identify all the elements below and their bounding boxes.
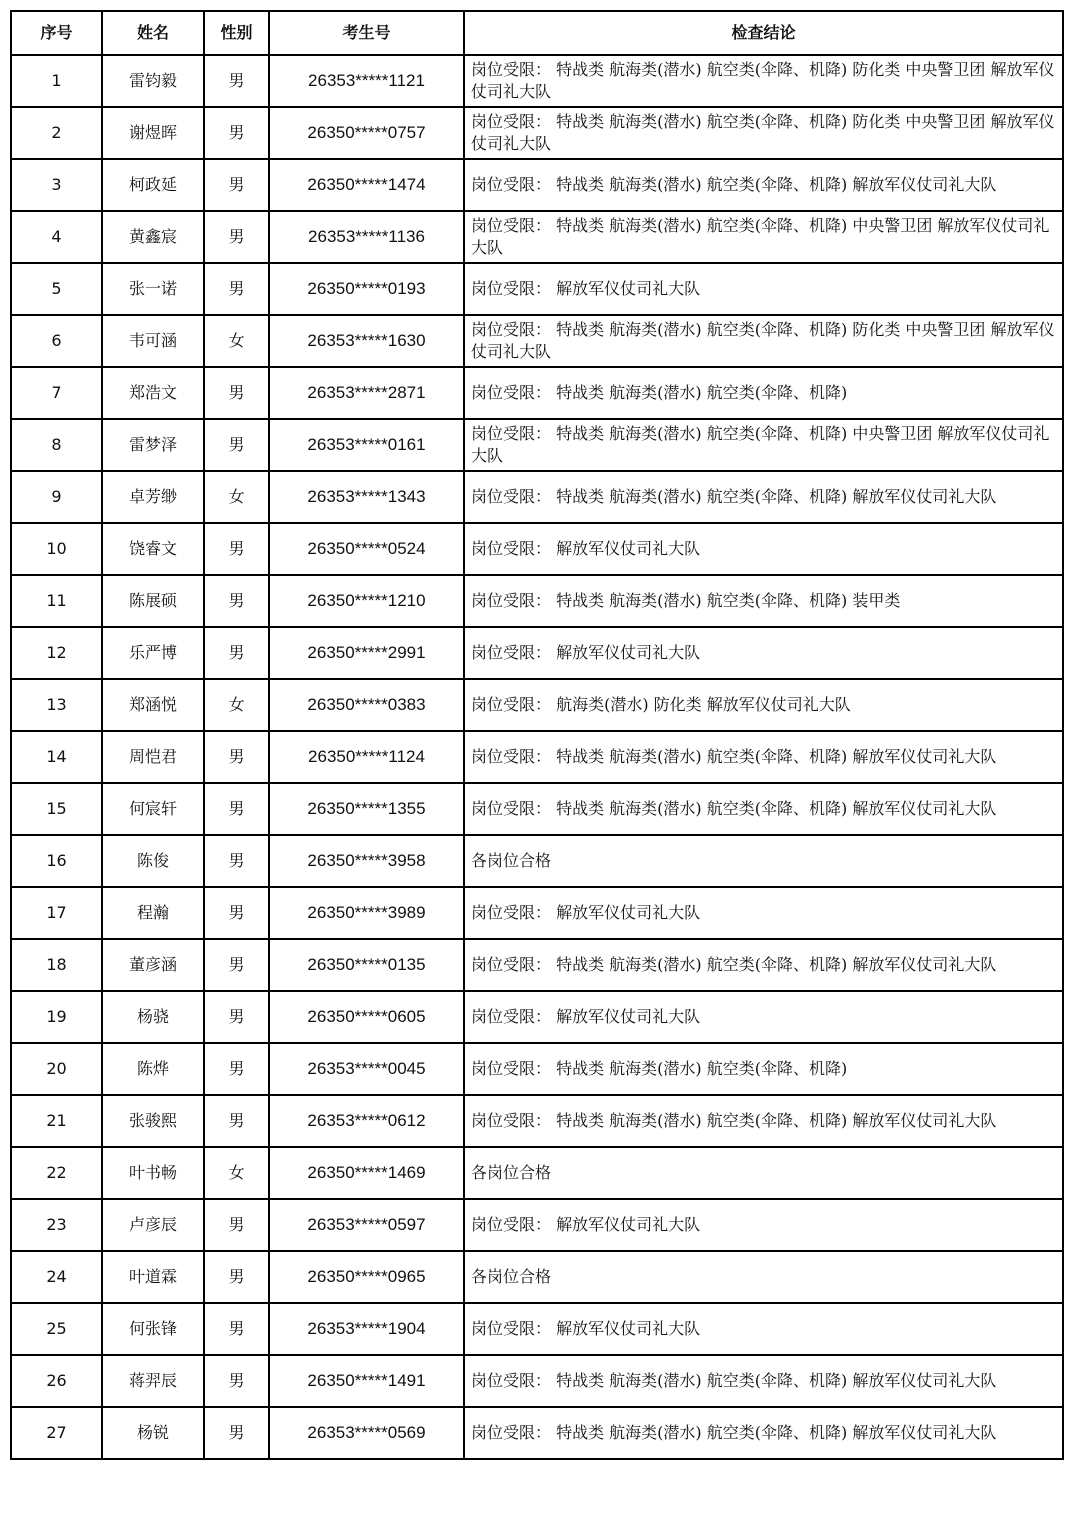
cell-conclusion: 岗位受限： 特战类 航海类(潜水) 航空类(伞降、机降) 解放军仪仗司礼大队 — [464, 1355, 1063, 1407]
cell-name: 杨骁 — [102, 991, 204, 1043]
table-row — [11, 1251, 1063, 1303]
cell-name: 陈俊 — [102, 835, 204, 887]
cell-index: 21 — [11, 1095, 102, 1147]
cell-conclusion: 各岗位合格 — [464, 1147, 1063, 1199]
cell-index: 8 — [11, 419, 102, 471]
cell-exam-id: 26350*****1469 — [269, 1147, 464, 1199]
cell-name: 雷钧毅 — [102, 55, 204, 107]
cell-exam-id: 26350*****0605 — [269, 991, 464, 1043]
table-row — [11, 263, 1063, 315]
cell-gender: 男 — [204, 263, 269, 315]
cell-conclusion: 岗位受限： 特战类 航海类(潜水) 航空类(伞降、机降) 防化类 中央警卫团 解放军仪仗司礼大队 — [464, 55, 1063, 107]
cell-index: 27 — [11, 1407, 102, 1459]
table-row — [11, 1407, 1063, 1459]
cell-conclusion: 岗位受限： 解放军仪仗司礼大队 — [464, 1303, 1063, 1355]
cell-index: 19 — [11, 991, 102, 1043]
table-row — [11, 887, 1063, 939]
header-conclusion: 检查结论 — [464, 11, 1063, 55]
cell-exam-id: 26350*****3958 — [269, 835, 464, 887]
cell-index: 6 — [11, 315, 102, 367]
cell-exam-id: 26353*****2871 — [269, 367, 464, 419]
cell-conclusion: 岗位受限： 解放军仪仗司礼大队 — [464, 523, 1063, 575]
cell-gender: 男 — [204, 1095, 269, 1147]
cell-exam-id: 26350*****1124 — [269, 731, 464, 783]
cell-name: 卢彦辰 — [102, 1199, 204, 1251]
table-row — [11, 939, 1063, 991]
cell-conclusion: 岗位受限： 解放军仪仗司礼大队 — [464, 627, 1063, 679]
cell-conclusion: 各岗位合格 — [464, 835, 1063, 887]
cell-gender: 男 — [204, 107, 269, 159]
table-row — [11, 783, 1063, 835]
cell-index: 7 — [11, 367, 102, 419]
cell-gender: 男 — [204, 939, 269, 991]
cell-gender: 男 — [204, 1303, 269, 1355]
table-row — [11, 315, 1063, 367]
cell-index: 9 — [11, 471, 102, 523]
cell-gender: 男 — [204, 1043, 269, 1095]
table-row — [11, 835, 1063, 887]
cell-exam-id: 26350*****0135 — [269, 939, 464, 991]
cell-conclusion: 岗位受限： 特战类 航海类(潜水) 航空类(伞降、机降) 中央警卫团 解放军仪仗司礼大队 — [464, 419, 1063, 471]
cell-name: 谢煜晖 — [102, 107, 204, 159]
cell-name: 周恺君 — [102, 731, 204, 783]
header-name: 姓名 — [102, 11, 204, 55]
cell-name: 柯政延 — [102, 159, 204, 211]
cell-index: 24 — [11, 1251, 102, 1303]
cell-name: 张骏熙 — [102, 1095, 204, 1147]
cell-conclusion: 岗位受限： 特战类 航海类(潜水) 航空类(伞降、机降) 解放军仪仗司礼大队 — [464, 471, 1063, 523]
cell-index: 1 — [11, 55, 102, 107]
cell-index: 16 — [11, 835, 102, 887]
cell-gender: 男 — [204, 731, 269, 783]
cell-name: 叶书畅 — [102, 1147, 204, 1199]
header-row — [11, 11, 1063, 55]
cell-conclusion: 岗位受限： 解放军仪仗司礼大队 — [464, 887, 1063, 939]
table-row — [11, 107, 1063, 159]
cell-exam-id: 26353*****0045 — [269, 1043, 464, 1095]
cell-exam-id: 26350*****0965 — [269, 1251, 464, 1303]
cell-conclusion: 岗位受限： 航海类(潜水) 防化类 解放军仪仗司礼大队 — [464, 679, 1063, 731]
cell-exam-id: 26350*****0193 — [269, 263, 464, 315]
cell-exam-id: 26353*****1630 — [269, 315, 464, 367]
cell-name: 董彦涵 — [102, 939, 204, 991]
cell-name: 黄鑫宸 — [102, 211, 204, 263]
cell-exam-id: 26350*****0524 — [269, 523, 464, 575]
cell-name: 郑浩文 — [102, 367, 204, 419]
table-row — [11, 1303, 1063, 1355]
header-exam-id: 考生号 — [269, 11, 464, 55]
cell-index: 10 — [11, 523, 102, 575]
cell-gender: 女 — [204, 1147, 269, 1199]
table-row — [11, 471, 1063, 523]
table-row — [11, 1043, 1063, 1095]
cell-index: 15 — [11, 783, 102, 835]
table-row — [11, 731, 1063, 783]
table-row — [11, 1147, 1063, 1199]
cell-gender: 男 — [204, 1407, 269, 1459]
cell-index: 4 — [11, 211, 102, 263]
cell-index: 14 — [11, 731, 102, 783]
cell-index: 23 — [11, 1199, 102, 1251]
cell-exam-id: 26353*****0161 — [269, 419, 464, 471]
header-index: 序号 — [11, 11, 102, 55]
cell-name: 杨锐 — [102, 1407, 204, 1459]
table-row — [11, 367, 1063, 419]
cell-gender: 男 — [204, 55, 269, 107]
table-row — [11, 523, 1063, 575]
cell-gender: 男 — [204, 367, 269, 419]
cell-conclusion: 岗位受限： 特战类 航海类(潜水) 航空类(伞降、机降) 防化类 中央警卫团 解放军仪仗司礼大队 — [464, 315, 1063, 367]
cell-gender: 男 — [204, 627, 269, 679]
cell-gender: 男 — [204, 575, 269, 627]
cell-conclusion: 岗位受限： 特战类 航海类(潜水) 航空类(伞降、机降) 解放军仪仗司礼大队 — [464, 939, 1063, 991]
header-gender: 性别 — [204, 11, 269, 55]
cell-conclusion: 岗位受限： 特战类 航海类(潜水) 航空类(伞降、机降) 装甲类 — [464, 575, 1063, 627]
cell-index: 5 — [11, 263, 102, 315]
results-table — [10, 10, 1064, 1460]
table-row — [11, 627, 1063, 679]
table-row — [11, 55, 1063, 107]
cell-exam-id: 26350*****0757 — [269, 107, 464, 159]
cell-gender: 男 — [204, 523, 269, 575]
cell-gender: 男 — [204, 159, 269, 211]
cell-name: 叶道霖 — [102, 1251, 204, 1303]
cell-exam-id: 26350*****2991 — [269, 627, 464, 679]
cell-exam-id: 26353*****1121 — [269, 55, 464, 107]
cell-name: 陈展硕 — [102, 575, 204, 627]
cell-name: 卓芳缈 — [102, 471, 204, 523]
cell-gender: 男 — [204, 1199, 269, 1251]
cell-conclusion: 岗位受限： 特战类 航海类(潜水) 航空类(伞降、机降) — [464, 1043, 1063, 1095]
cell-name: 饶睿文 — [102, 523, 204, 575]
cell-index: 25 — [11, 1303, 102, 1355]
cell-name: 雷梦泽 — [102, 419, 204, 471]
cell-name: 陈烨 — [102, 1043, 204, 1095]
cell-exam-id: 26353*****1904 — [269, 1303, 464, 1355]
table-row — [11, 575, 1063, 627]
cell-index: 11 — [11, 575, 102, 627]
cell-index: 13 — [11, 679, 102, 731]
cell-conclusion: 各岗位合格 — [464, 1251, 1063, 1303]
cell-conclusion: 岗位受限： 特战类 航海类(潜水) 航空类(伞降、机降) 解放军仪仗司礼大队 — [464, 1407, 1063, 1459]
cell-name: 张一诺 — [102, 263, 204, 315]
table-body — [11, 55, 1063, 1459]
cell-conclusion: 岗位受限： 解放军仪仗司礼大队 — [464, 991, 1063, 1043]
cell-conclusion: 岗位受限： 特战类 航海类(潜水) 航空类(伞降、机降) — [464, 367, 1063, 419]
cell-gender: 男 — [204, 1251, 269, 1303]
table-row — [11, 991, 1063, 1043]
cell-gender: 男 — [204, 1355, 269, 1407]
table-row — [11, 1199, 1063, 1251]
cell-name: 郑涵悦 — [102, 679, 204, 731]
cell-index: 12 — [11, 627, 102, 679]
table-row — [11, 211, 1063, 263]
cell-exam-id: 26353*****0612 — [269, 1095, 464, 1147]
table-row — [11, 1095, 1063, 1147]
cell-name: 蒋羿辰 — [102, 1355, 204, 1407]
cell-gender: 男 — [204, 211, 269, 263]
cell-conclusion: 岗位受限： 特战类 航海类(潜水) 航空类(伞降、机降) 解放军仪仗司礼大队 — [464, 783, 1063, 835]
cell-conclusion: 岗位受限： 特战类 航海类(潜水) 航空类(伞降、机降) 解放军仪仗司礼大队 — [464, 1095, 1063, 1147]
cell-exam-id: 26353*****0597 — [269, 1199, 464, 1251]
cell-exam-id: 26350*****3989 — [269, 887, 464, 939]
cell-name: 乐严博 — [102, 627, 204, 679]
cell-index: 3 — [11, 159, 102, 211]
cell-name: 何张锋 — [102, 1303, 204, 1355]
table-row — [11, 679, 1063, 731]
cell-index: 2 — [11, 107, 102, 159]
cell-exam-id: 26350*****1210 — [269, 575, 464, 627]
cell-conclusion: 岗位受限： 解放军仪仗司礼大队 — [464, 1199, 1063, 1251]
cell-name: 何宸轩 — [102, 783, 204, 835]
cell-gender: 男 — [204, 991, 269, 1043]
cell-index: 18 — [11, 939, 102, 991]
cell-gender: 男 — [204, 887, 269, 939]
cell-conclusion: 岗位受限： 特战类 航海类(潜水) 航空类(伞降、机降) 解放军仪仗司礼大队 — [464, 159, 1063, 211]
cell-exam-id: 26350*****1491 — [269, 1355, 464, 1407]
cell-gender: 男 — [204, 419, 269, 471]
cell-gender: 女 — [204, 315, 269, 367]
table-row — [11, 159, 1063, 211]
cell-conclusion: 岗位受限： 特战类 航海类(潜水) 航空类(伞降、机降) 解放军仪仗司礼大队 — [464, 731, 1063, 783]
cell-gender: 男 — [204, 783, 269, 835]
cell-gender: 女 — [204, 471, 269, 523]
cell-name: 韦可涵 — [102, 315, 204, 367]
cell-gender: 男 — [204, 835, 269, 887]
table-row — [11, 419, 1063, 471]
cell-exam-id: 26353*****1136 — [269, 211, 464, 263]
cell-gender: 女 — [204, 679, 269, 731]
cell-conclusion: 岗位受限： 解放军仪仗司礼大队 — [464, 263, 1063, 315]
cell-index: 26 — [11, 1355, 102, 1407]
cell-exam-id: 26353*****1343 — [269, 471, 464, 523]
cell-index: 20 — [11, 1043, 102, 1095]
cell-index: 17 — [11, 887, 102, 939]
cell-index: 22 — [11, 1147, 102, 1199]
cell-name: 程瀚 — [102, 887, 204, 939]
cell-exam-id: 26350*****1355 — [269, 783, 464, 835]
cell-conclusion: 岗位受限： 特战类 航海类(潜水) 航空类(伞降、机降) 防化类 中央警卫团 解放军仪仗司礼大队 — [464, 107, 1063, 159]
cell-exam-id: 26353*****0569 — [269, 1407, 464, 1459]
table-row — [11, 1355, 1063, 1407]
cell-exam-id: 26350*****0383 — [269, 679, 464, 731]
cell-conclusion: 岗位受限： 特战类 航海类(潜水) 航空类(伞降、机降) 中央警卫团 解放军仪仗司礼大队 — [464, 211, 1063, 263]
cell-exam-id: 26350*****1474 — [269, 159, 464, 211]
